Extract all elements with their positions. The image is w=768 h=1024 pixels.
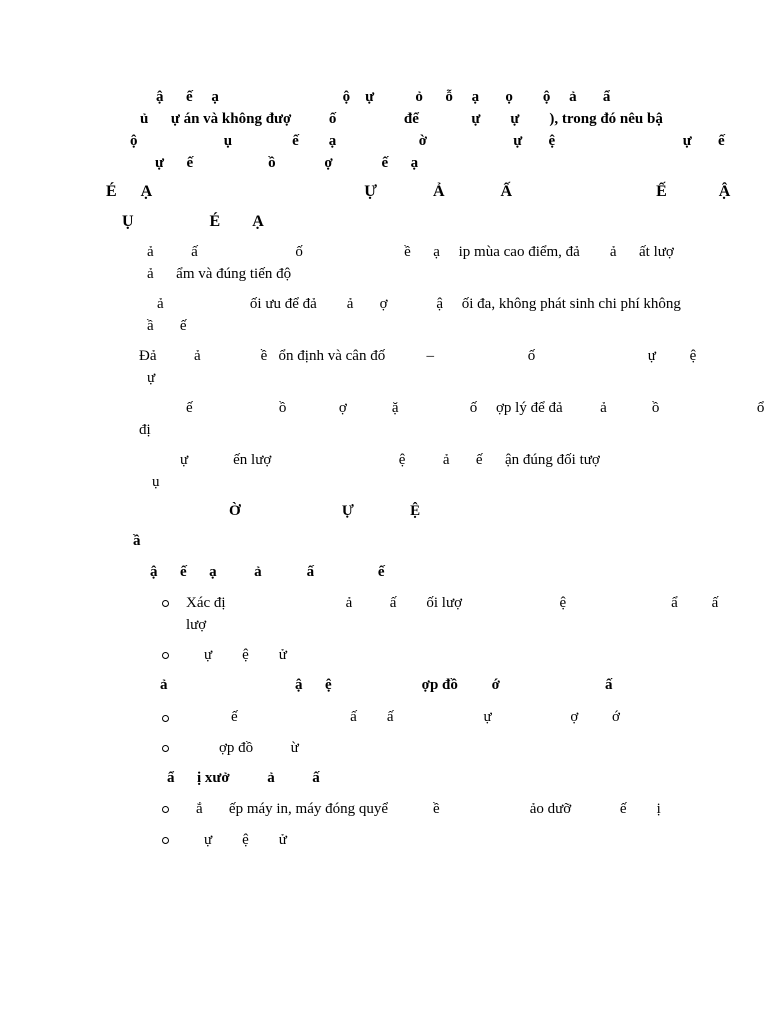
circle-bullet-icon xyxy=(162,652,169,659)
section-2-label: ầ xyxy=(133,533,141,549)
task-3-item-1: ắ ếp máy in, máy đóng quyể ề ảo dưỡ ế ị xyxy=(196,801,661,817)
task-1-item-1-line-1: Xác đị ả ấ ối lượ ệ ẩ ấ xyxy=(186,595,719,611)
intro-line-3: ộ ụ ế ạ ờ ự ệ ự ế xyxy=(130,133,725,149)
heading-main: É Ạ Ự Ả Ấ Ế Ậ xyxy=(106,183,731,200)
goal-1-line-1: ả ấ ố ề ạ ip mùa cao điểm, đả ả ất lượ xyxy=(147,244,674,260)
circle-bullet-icon xyxy=(162,715,169,722)
heading-sub: Ụ É Ạ xyxy=(122,213,264,230)
intro-line-2: ủ ự án và không đượ ố để ự ự ), trong đó nêu bậ xyxy=(140,111,663,127)
task-1-item-2: ự ệ ử xyxy=(204,647,287,663)
task-2-title: ả ậ ệ ợp đồ ớ ấ xyxy=(160,677,613,693)
intro-line-4: ự ế ồ ợ ế ạ xyxy=(155,155,419,171)
circle-bullet-icon xyxy=(162,600,169,607)
goal-5-line-1: ự ến lượ ệ ả ế ận đúng đối tượ xyxy=(180,452,600,468)
goal-3-line-2: ự xyxy=(147,370,156,386)
circle-bullet-icon xyxy=(162,806,169,813)
circle-bullet-icon xyxy=(162,745,169,752)
circle-bullet-icon xyxy=(162,837,169,844)
goal-1-line-2: ả ẩm và đúng tiến độ xyxy=(147,266,292,282)
goal-4-line-2: đị xyxy=(139,422,151,438)
task-2-item-2: ợp đồ ừ xyxy=(219,740,299,756)
goal-4-line-1: ế ồ ợ ặ ố ợp lý để đả ả ồ ổ xyxy=(186,400,765,416)
task-1-item-1-line-2: lượ xyxy=(186,617,207,633)
task-3-item-2: ự ệ ử xyxy=(204,832,287,848)
goal-2-line-1: ả ối ưu để đả ả ợ ậ ối đa, không phát sinh chi phí không xyxy=(157,296,681,312)
task-2-item-1: ế ấ ấ ự ợ ớ xyxy=(231,709,620,725)
goal-5-line-2: ụ xyxy=(152,474,160,490)
goal-3-line-1: Đả ả ề ổn định và cân đố – ố ự ệ xyxy=(139,348,697,364)
intro-line-1: ậ ế ạ ộ ự ỏ ỗ ạ ọ ộ ả ẩ xyxy=(156,89,611,105)
section-2-heading: Ờ Ự Ệ xyxy=(229,503,421,519)
task-1-title: ậ ế ạ ả ấ ế xyxy=(150,564,385,580)
task-3-title: ẩ ị xưở ả ấ xyxy=(167,770,320,786)
goal-2-line-2: ầ ế xyxy=(147,318,187,334)
